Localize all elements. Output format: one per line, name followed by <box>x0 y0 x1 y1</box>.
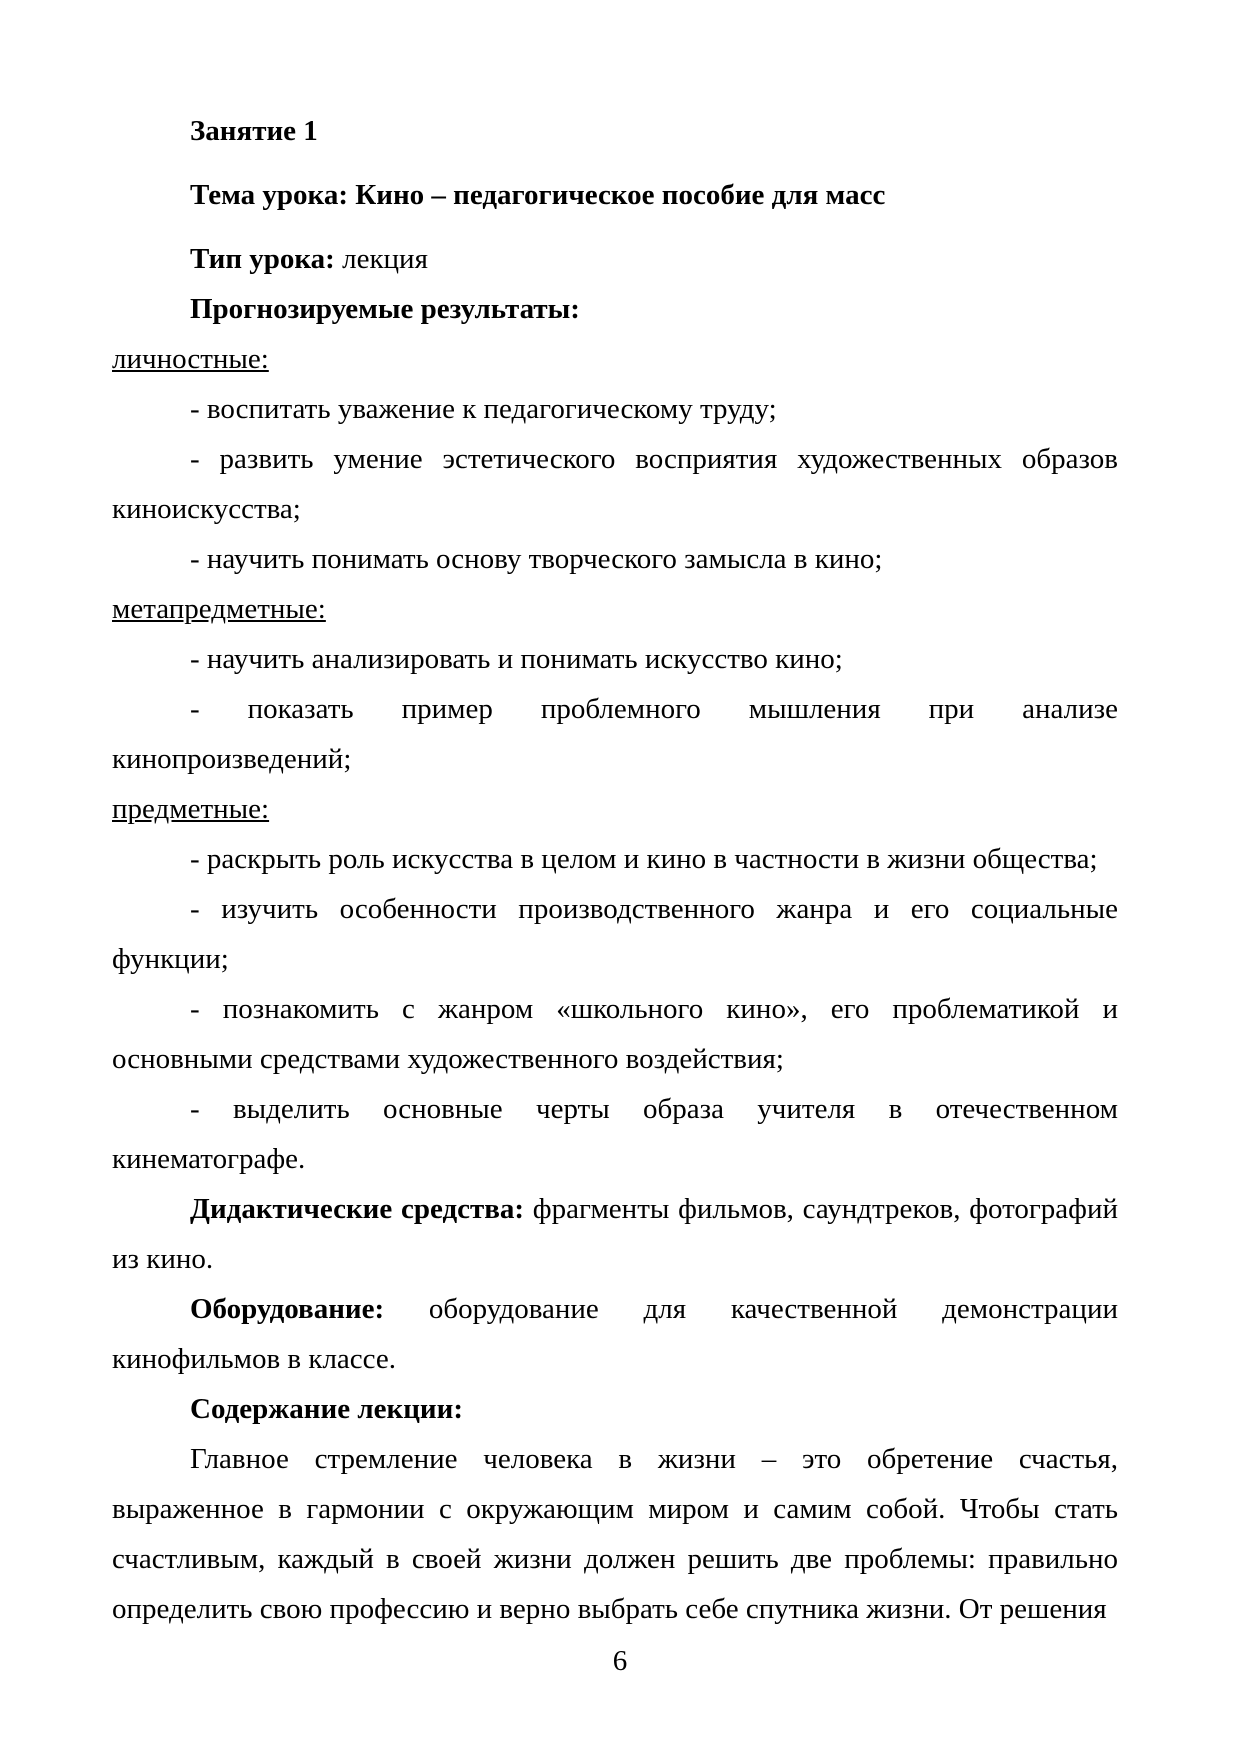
plain-text: - выделить основные черты образа учителя в отечественном кинематографе. <box>112 1093 1118 1175</box>
paragraph-expected-results-heading <box>112 284 1118 334</box>
page-footer <box>0 1636 1240 1686</box>
paragraph-didactic-tools <box>112 1184 1118 1284</box>
plain-text: фрагменты фильмов, саундтреков, фотографий из кино. <box>112 1193 1118 1275</box>
paragraph-lecture-content-heading <box>112 1384 1118 1434</box>
paragraph-equipment <box>112 1284 1118 1384</box>
bold-text: Оборудование: <box>190 1293 429 1325</box>
underlined-text: личностные: <box>112 343 269 375</box>
paragraph-subject-item-4 <box>112 1084 1118 1184</box>
bold-text: Тип урока: <box>190 243 343 275</box>
underlined-text: предметные: <box>112 793 270 825</box>
paragraph-personal-item-3 <box>112 534 1118 584</box>
paragraph-lesson-type <box>112 234 1118 284</box>
bold-text: Прогнозируемые результаты: <box>190 293 580 325</box>
paragraph-subject-item-1 <box>112 834 1118 884</box>
underlined-text: метапредметные: <box>112 593 326 625</box>
paragraph-subject-heading <box>112 784 1118 834</box>
bold-text: Занятие 1 <box>190 115 318 147</box>
paragraph-lesson-topic <box>112 170 1118 220</box>
paragraph-subject-item-3 <box>112 984 1118 1084</box>
page-number: 6 <box>612 1645 628 1677</box>
plain-text: Главное стремление человека в жизни – это обретение счастья, выраженное в гармонии с окружающим миром и самим собой. Чтобы стать счастливым, каждый в своей жизни должен решить две проблемы: правильно определить свою профессию и верно выбрать себе спутника жизни. От решения <box>112 1443 1118 1625</box>
bold-text: Содержание лекции: <box>190 1393 463 1425</box>
paragraph-metasubject-item-2 <box>112 684 1118 784</box>
bold-text: Дидактические средства: <box>190 1193 533 1225</box>
paragraph-session-title <box>112 106 1118 156</box>
plain-text: - изучить особенности производственного жанра и его социальные функции; <box>112 893 1118 975</box>
paragraph-lecture-intro <box>112 1434 1118 1634</box>
plain-text: лекция <box>342 243 428 275</box>
plain-text: - научить понимать основу творческого замысла в кино; <box>190 543 883 575</box>
plain-text: - раскрыть роль искусства в целом и кино в частности в жизни общества; <box>190 843 1098 875</box>
plain-text: - показать пример проблемного мышления при анализе кинопроизведений; <box>112 693 1118 775</box>
plain-text: - воспитать уважение к педагогическому труду; <box>190 393 777 425</box>
paragraph-personal-item-1 <box>112 384 1118 434</box>
plain-text: оборудование для качественной демонстрации кинофильмов в классе. <box>112 1293 1118 1375</box>
paragraph-subject-item-2 <box>112 884 1118 984</box>
paragraph-personal-heading <box>112 334 1118 384</box>
paragraph-personal-item-2 <box>112 434 1118 534</box>
plain-text: - познакомить с жанром «школьного кино», его проблематикой и основными средствами художественного воздействия; <box>112 993 1118 1075</box>
plain-text: - научить анализировать и понимать искусство кино; <box>190 643 843 675</box>
paragraph-metasubject-item-1 <box>112 634 1118 684</box>
paragraph-metasubject-heading <box>112 584 1118 634</box>
plain-text: - развить умение эстетического восприятия художественных образов киноискусства; <box>112 443 1118 525</box>
bold-text: Тема урока: Кино – педагогическое пособие для масс <box>190 179 886 211</box>
